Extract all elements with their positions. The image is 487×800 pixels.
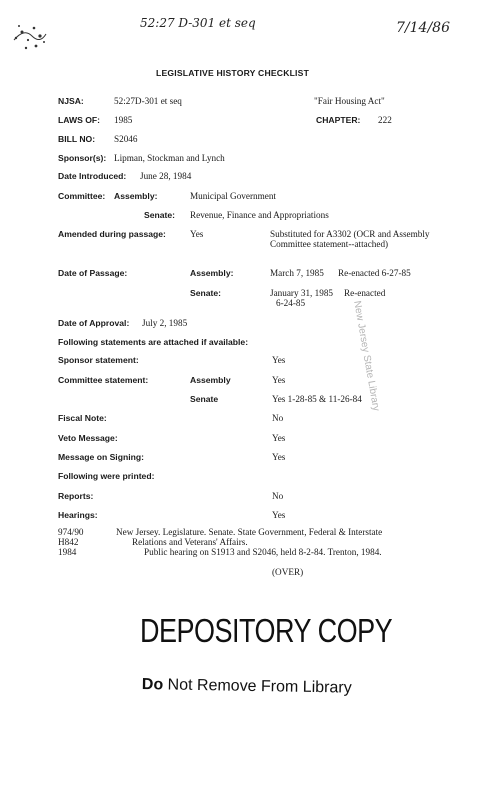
citation-line-3: Public hearing on S1913 and S2046, held 8-2-84. Trenton, 1984.	[144, 547, 382, 557]
introduced-value: June 28, 1984	[140, 171, 192, 181]
signing-message-label: Message on Signing:	[58, 452, 144, 462]
citation-line-2: Relations and Veterans' Affairs.	[132, 537, 248, 547]
bill-value: S2046	[114, 134, 138, 144]
citation-line-1: New Jersey. Legislature. Senate. State Government, Federal & Interstate	[116, 527, 383, 537]
laws-value: 1985	[114, 115, 133, 125]
following-printed-heading: Following were printed:	[58, 471, 155, 481]
following-attached-heading: Following statements are attached if available:	[58, 337, 249, 347]
amended-note: Substituted for A3302 (OCR and Assembly Committee statement--attached)	[270, 229, 430, 249]
passage-assembly-label: Assembly:	[190, 268, 234, 278]
introduced-label: Date Introduced:	[58, 171, 127, 181]
depository-stamp-line2	[142, 676, 352, 698]
committee-statement-label: Committee statement:	[58, 375, 149, 385]
committee-statement-senate-label: Senate	[190, 394, 219, 404]
call-number-2: H842	[58, 537, 79, 547]
sponsor-label: Sponsor(s):	[58, 153, 107, 163]
stamp-do: Do	[141, 676, 164, 694]
laws-label: LAWS OF:	[58, 115, 101, 125]
chapter-value: 222	[378, 115, 392, 125]
approval-label: Date of Approval:	[58, 318, 130, 328]
approval-value: July 2, 1985	[142, 318, 188, 328]
passage-senate-value: January 31, 1985	[270, 288, 334, 298]
hearings-label: Hearings:	[58, 510, 98, 520]
committee-statement-senate-value: Yes 1-28-85 & 11-26-84	[272, 394, 362, 404]
njsa-label: NJSA:	[58, 96, 84, 106]
amended-answer: Yes	[190, 229, 204, 239]
document-title: LEGISLATIVE HISTORY CHECKLIST	[156, 68, 310, 78]
committee-assembly-value: Municipal Government	[190, 191, 276, 201]
committee-statement-assembly-label: Assembly	[190, 375, 231, 385]
committee-senate-value: Revenue, Finance and Appropriations	[190, 210, 329, 220]
fiscal-note-label: Fiscal Note:	[58, 413, 107, 423]
over-note: (OVER)	[272, 567, 304, 577]
stamp-rest: Not Remove From Library	[167, 676, 352, 697]
reports-label: Reports:	[58, 491, 94, 501]
passage-senate-reenacted-date: 6-24-85	[276, 298, 306, 308]
call-number-1: 974/90	[58, 527, 84, 537]
bill-label: BILL NO:	[58, 134, 96, 144]
library-watermark: New Jersey State Library	[351, 300, 382, 412]
sponsor-value: Lipman, Stockman and Lynch	[114, 153, 225, 163]
depository-stamp-line1: DEPOSITORY COPY	[140, 612, 393, 650]
fiscal-note-value: No	[272, 413, 284, 423]
handwritten-reference: 52:27 D-301 et seq	[140, 16, 256, 30]
passage-senate-reenacted: Re-enacted	[344, 288, 386, 298]
handwritten-date: 7/14/86	[396, 20, 450, 36]
ink-scribble	[10, 18, 50, 56]
passage-assembly-value: March 7, 1985	[270, 268, 324, 278]
veto-message-label: Veto Message:	[58, 433, 118, 443]
committee-senate-label: Senate:	[144, 210, 176, 220]
passage-assembly-reenacted: Re-enacted 6-27-85	[338, 268, 411, 278]
committee-label: Committee:	[58, 191, 106, 201]
committee-assembly-label: Assembly:	[114, 191, 158, 201]
signing-message-value: Yes	[272, 452, 286, 462]
reports-value: No	[272, 491, 284, 501]
sponsor-statement-value: Yes	[272, 355, 286, 365]
veto-message-value: Yes	[272, 433, 286, 443]
passage-senate-label: Senate:	[190, 288, 222, 298]
committee-statement-assembly-value: Yes	[272, 375, 286, 385]
passage-label: Date of Passage:	[58, 268, 128, 278]
hearings-value: Yes	[272, 510, 286, 520]
sponsor-statement-label: Sponsor statement:	[58, 355, 139, 365]
act-name: "Fair Housing Act"	[314, 96, 385, 106]
amended-label: Amended during passage:	[58, 229, 166, 239]
chapter-label: CHAPTER:	[316, 115, 361, 125]
call-number-3: 1984	[58, 547, 77, 557]
njsa-value: 52:27D-301 et seq	[114, 96, 182, 106]
